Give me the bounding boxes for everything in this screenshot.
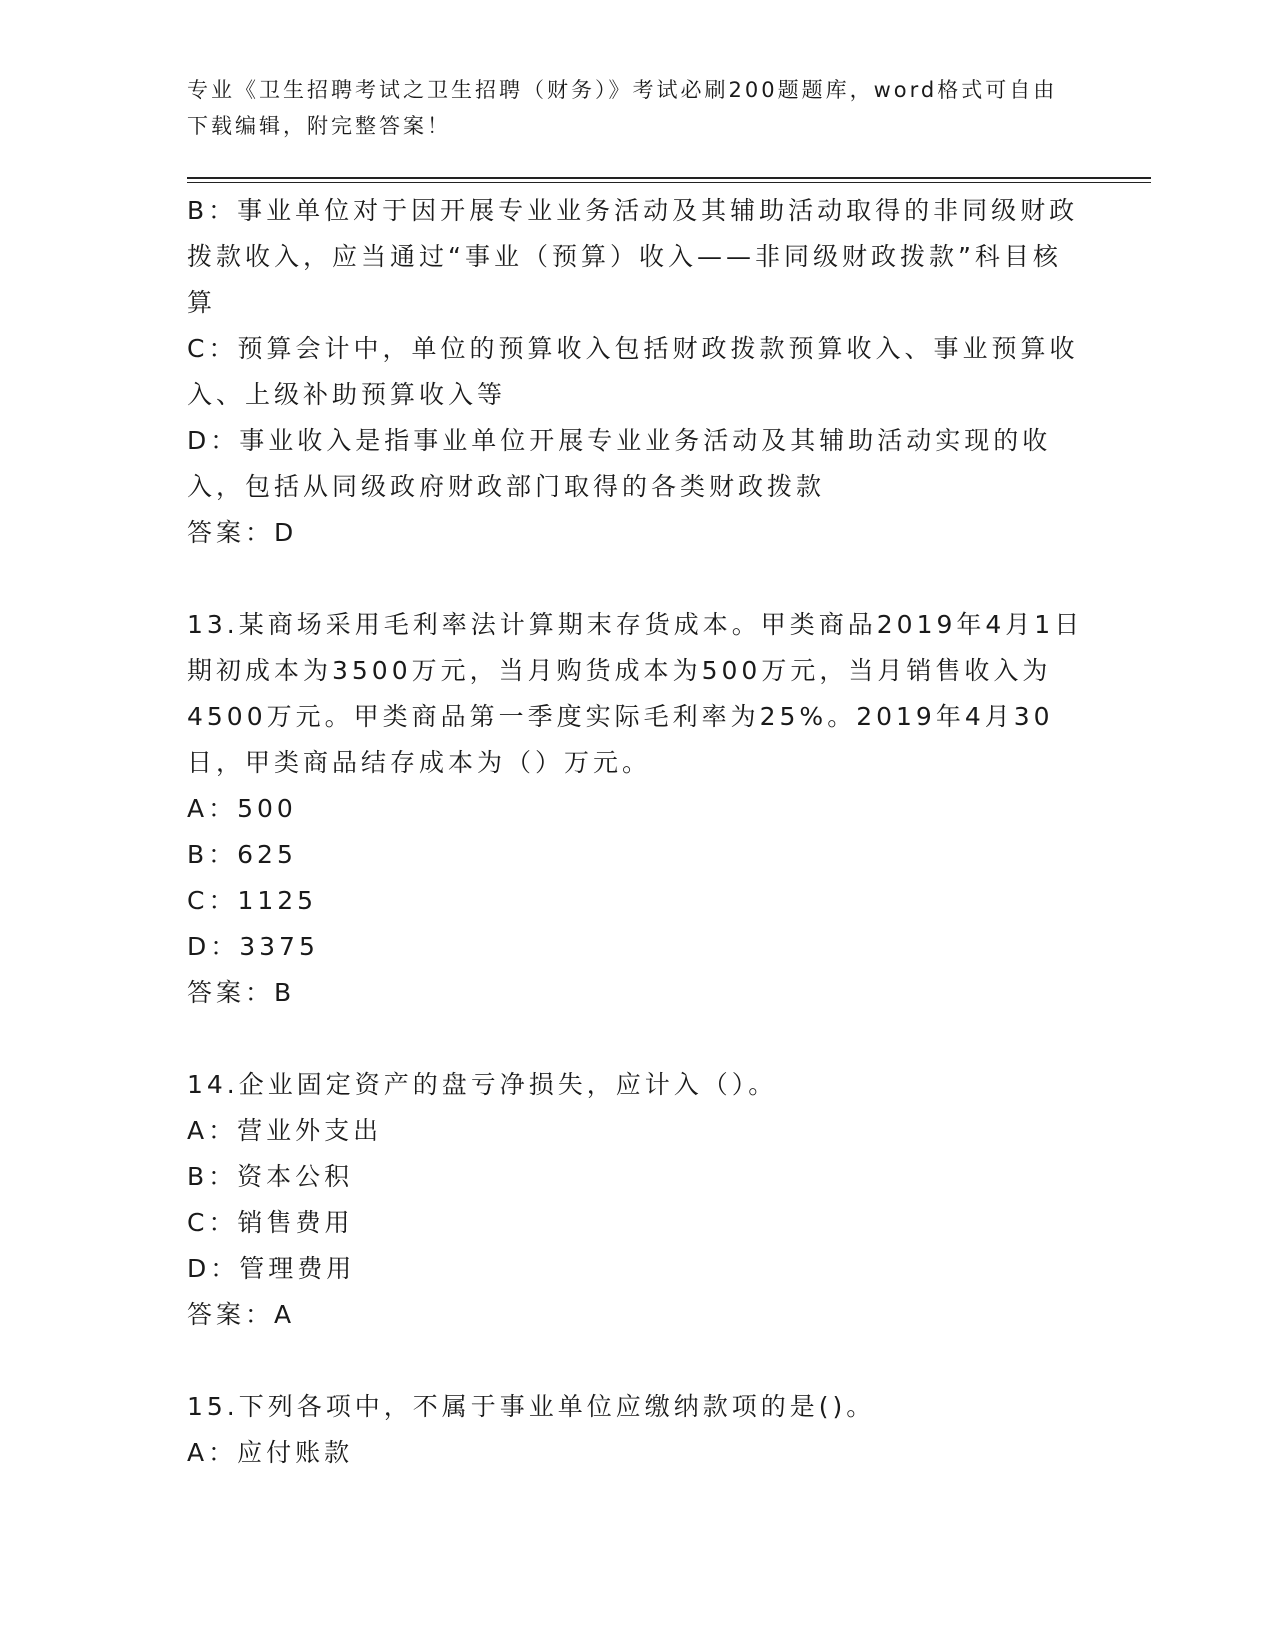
option-d: D：事业收入是指事业单位开展专业业务活动及其辅助活动实现的收入，包括从同级政府财政部门取得的各类财政拨款 xyxy=(187,426,1052,501)
header-rule-thin xyxy=(187,182,1151,183)
option-a: A：营业外支出 xyxy=(187,1116,383,1145)
document-body xyxy=(187,188,1087,1476)
page-header: 专业《卫生招聘考试之卫生招聘（财务）》考试必刷200题题库，word格式可自由下载编辑，附完整答案！ xyxy=(187,78,1058,138)
option-a: A：500 xyxy=(187,794,297,823)
header-rule-thick xyxy=(187,177,1151,179)
option-d: D：3375 xyxy=(187,932,319,961)
spacer xyxy=(187,556,1087,602)
option-c: C：销售费用 xyxy=(187,1208,354,1237)
question-13 xyxy=(187,602,1087,1016)
question-14 xyxy=(187,1062,1087,1338)
answer: 答案：D xyxy=(187,518,298,547)
question-15 xyxy=(187,1384,1087,1476)
option-b: B：625 xyxy=(187,840,297,869)
option-c: C：1125 xyxy=(187,886,318,915)
option-d: D：管理费用 xyxy=(187,1254,356,1283)
question-stem: 14.企业固定资产的盘亏净损失，应计入（）。 xyxy=(187,1070,778,1099)
option-b: B：事业单位对于因开展专业业务活动及其辅助活动取得的非同级财政拨款收入，应当通过“事业（预算）收入——非同级财政拨款”科目核算 xyxy=(187,196,1079,317)
option-a: A：应付账款 xyxy=(187,1438,354,1467)
option-c: C：预算会计中，单位的预算收入包括财政拨款预算收入、事业预算收入、上级补助预算收入等 xyxy=(187,334,1079,409)
spacer xyxy=(187,1338,1087,1384)
option-b: B：资本公积 xyxy=(187,1162,354,1191)
question-stem: 15.下列各项中，不属于事业单位应缴纳款项的是()。 xyxy=(187,1392,876,1421)
answer: 答案：B xyxy=(187,978,296,1007)
question-stem: 13.某商场采用毛利率法计算期末存货成本。甲类商品2019年4月1日期初成本为3500万元，当月购货成本为500万元，当月销售收入为4500万元。甲类商品第一季度实际毛利率为25%。2019年4月30日，甲类商品结存成本为（）万元。 xyxy=(187,610,1084,777)
question-12-continued xyxy=(187,188,1087,556)
spacer xyxy=(187,1016,1087,1062)
answer: 答案：A xyxy=(187,1300,296,1329)
